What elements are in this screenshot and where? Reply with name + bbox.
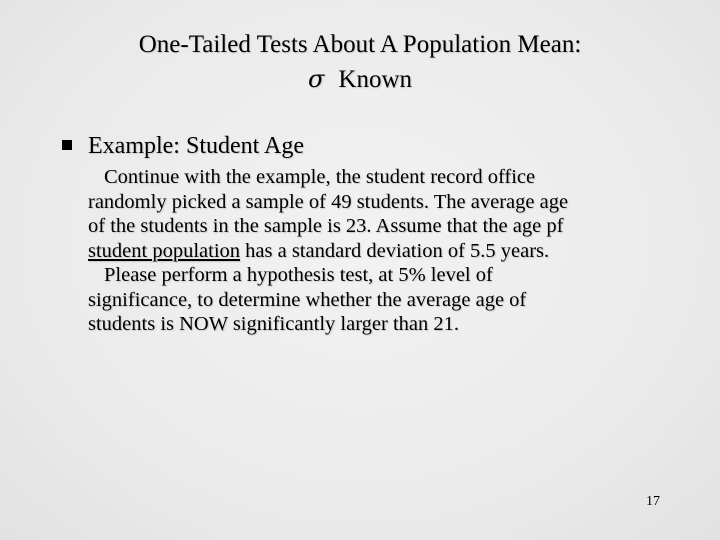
underlined-phrase: student population: [88, 239, 241, 262]
slide-title: [0, 28, 720, 97]
title-known-text: Known: [338, 66, 412, 93]
sigma-symbol: σ: [308, 65, 325, 93]
paragraph-2-line-3: students is NOW significantly larger than 21.: [88, 313, 460, 335]
body-text: [88, 165, 668, 337]
page-number: 17: [646, 494, 660, 509]
square-bullet-icon: [62, 140, 72, 150]
paragraph-2-line-1: Please perform a hypothesis test, at 5% level of: [104, 264, 493, 286]
paragraph-2-line-2: significance, to determine whether the average age of: [88, 288, 527, 311]
title-line-1: One-Tailed Tests About A Population Mean:: [138, 31, 582, 58]
paragraph-1-line-2: randomly picked a sample of 49 students. The average age: [88, 190, 569, 213]
title-line-2: [0, 62, 720, 97]
bullet-heading: [62, 130, 304, 162]
paragraph-1-line-1: Continue with the example, the student record office: [104, 166, 536, 188]
paragraph-1-line-3: of the students in the sample is 23. Assume that the age pf: [88, 215, 564, 237]
paragraph-1-line-4: [88, 239, 668, 264]
paragraph-1-line-4-rest: has a standard deviation of 5.5 years.: [240, 239, 550, 262]
bullet-heading-text: Example: Student Age: [88, 133, 304, 159]
